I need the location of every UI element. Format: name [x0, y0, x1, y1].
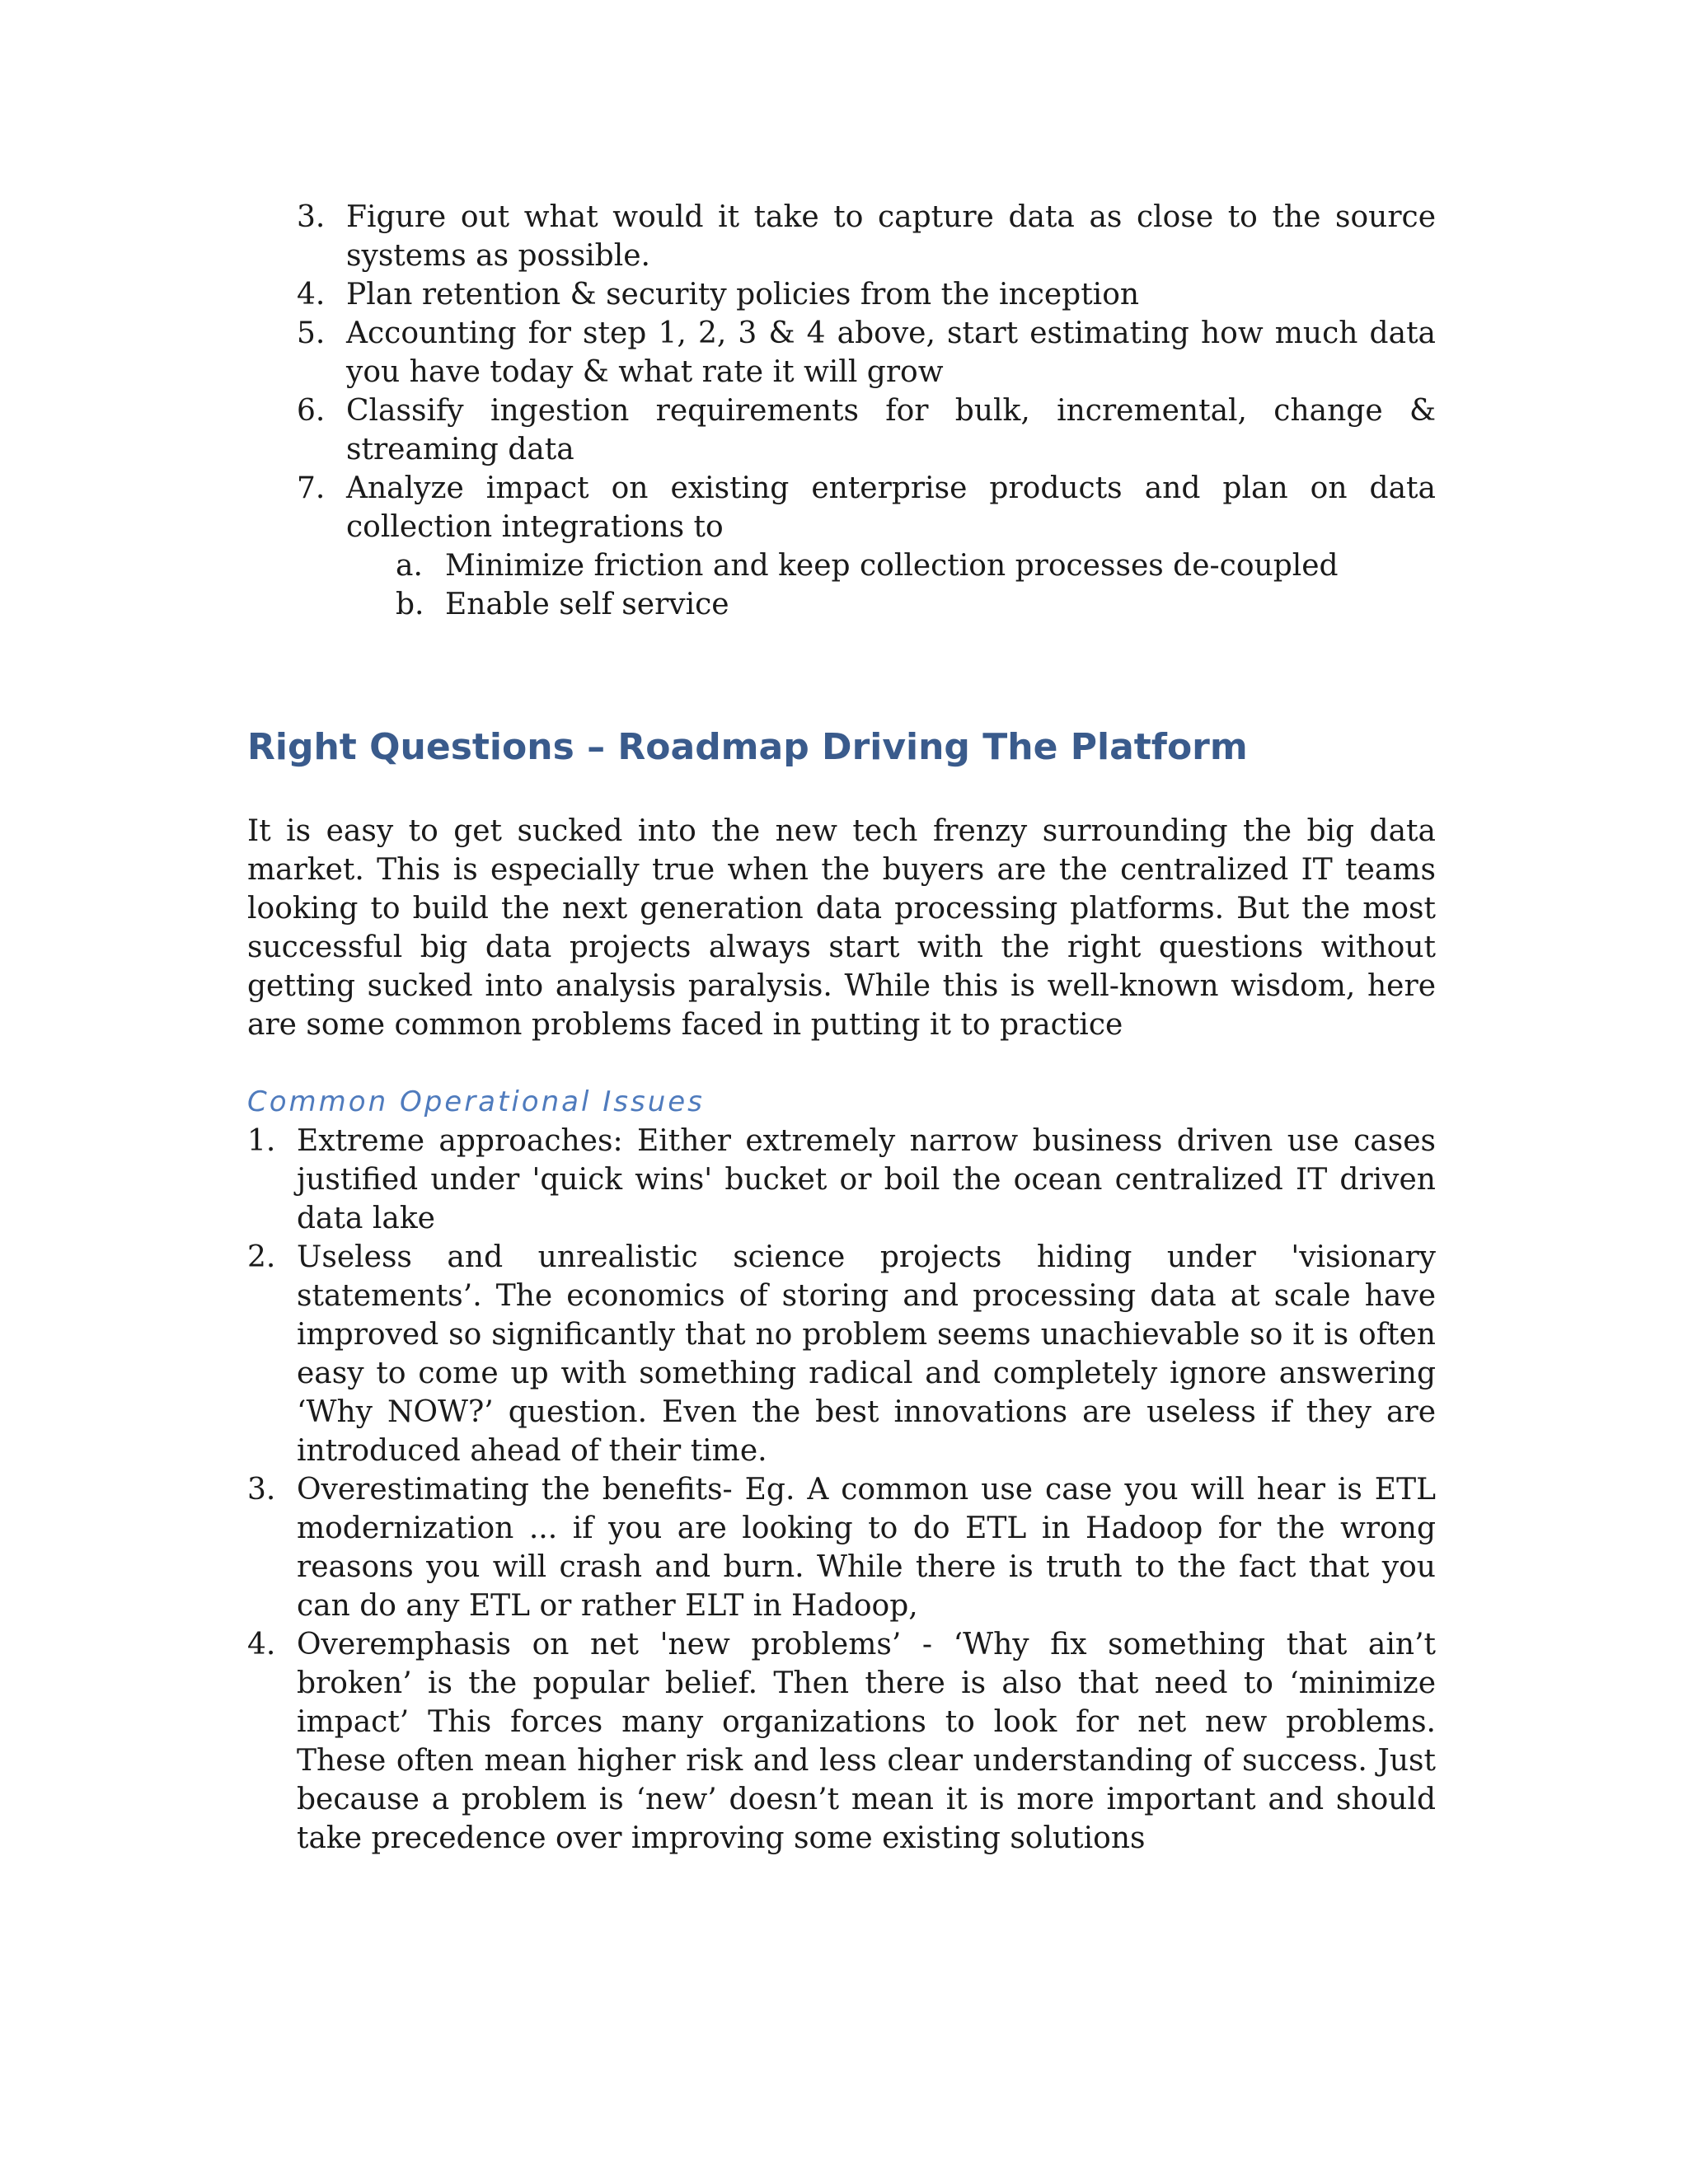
issues-numbered-list: [247, 1122, 1436, 1858]
list-text: Useless and unrealistic science projects hiding under 'visionary statements’. The economics of storing and processing data at scale have improved so significantly that no problem seems unachievable so it is often easy to come up with something radical and completely ignore answering ‘Why NOW?’ question. Even the best innovations are useless if they are introduced ahead of their time.: [297, 1240, 1436, 1468]
list-text: Overemphasis on net 'new problems’ - ‘Why fix something that ain’t broken’ is the popular belief. Then there is also that need to ‘minimize impact’ This forces many organizations to look for net new problems. These often mean higher risk and less clear understanding of success. Just because a problem is ‘new’ doesn’t mean it is more important and should take precedence over improving some existing solutions: [297, 1628, 1436, 1855]
list-number: 4.: [297, 278, 326, 312]
list-item: [247, 391, 1436, 469]
list-number: 3.: [297, 200, 326, 234]
list-item: [247, 1238, 1436, 1470]
list-text: Classify ingestion requirements for bulk, incremental, change & streaming data: [346, 394, 1436, 466]
list-text: Analyze impact on existing enterprise products and plan on data collection integrations to: [346, 471, 1436, 544]
page-content: [247, 198, 1436, 1858]
list-item: [247, 1470, 1436, 1625]
list-text: Extreme approaches: Either extremely narrow business driven use cases justified under 'quick wins' bucket or boil the ocean centralized IT driven data lake: [297, 1124, 1436, 1235]
list-text: Plan retention & security policies from the inception: [346, 278, 1140, 312]
list-number: 4.: [247, 1628, 276, 1661]
list-item: [247, 275, 1436, 314]
list-number: 2.: [247, 1240, 276, 1274]
list-number: 3.: [247, 1473, 276, 1507]
list-item: [247, 469, 1436, 546]
list-text: Accounting for step 1, 2, 3 & 4 above, start estimating how much data you have today & what rate it will grow: [346, 316, 1436, 389]
list-item: [247, 1625, 1436, 1858]
sub-list-letter: b.: [396, 588, 424, 621]
sub-list-item: [247, 546, 1436, 585]
sub-list-letter: a.: [396, 549, 423, 583]
sub-list-item: [247, 585, 1436, 624]
intro-paragraph: It is easy to get sucked into the new tech frenzy surrounding the big data market. This is especially true when the buyers are the centralized IT teams looking to build the next generation data processing platforms. But the most successful big data projects always start with the right questions without getting sucked into analysis paralysis. While this is well-known wisdom, here are some common problems faced in putting it to practice: [247, 814, 1436, 1042]
list-number: 5.: [297, 316, 326, 350]
continued-numbered-list: [247, 198, 1436, 624]
list-number: 6.: [297, 394, 326, 428]
list-number: 7.: [297, 471, 326, 505]
section-heading: Right Questions – Roadmap Driving The Platform: [247, 726, 1248, 768]
list-text: Figure out what would it take to capture data as close to the source systems as possible.: [346, 200, 1436, 273]
list-item: [247, 198, 1436, 275]
list-number: 1.: [247, 1124, 276, 1158]
list-item: [247, 1122, 1436, 1238]
list-item: [247, 314, 1436, 391]
subsection-heading: Common Operational Issues: [247, 1085, 705, 1118]
sub-list-text: Enable self service: [445, 588, 729, 621]
sub-list-text: Minimize friction and keep collection processes de-coupled: [445, 549, 1339, 583]
list-text: Overestimating the benefits- Eg. A common use case you will hear is ETL modernization ... if you are looking to do ETL in Hadoop for the wrong reasons you will crash and burn. While there is truth to the fact that you can do any ETL or rather ELT in Hadoop,: [297, 1473, 1436, 1623]
